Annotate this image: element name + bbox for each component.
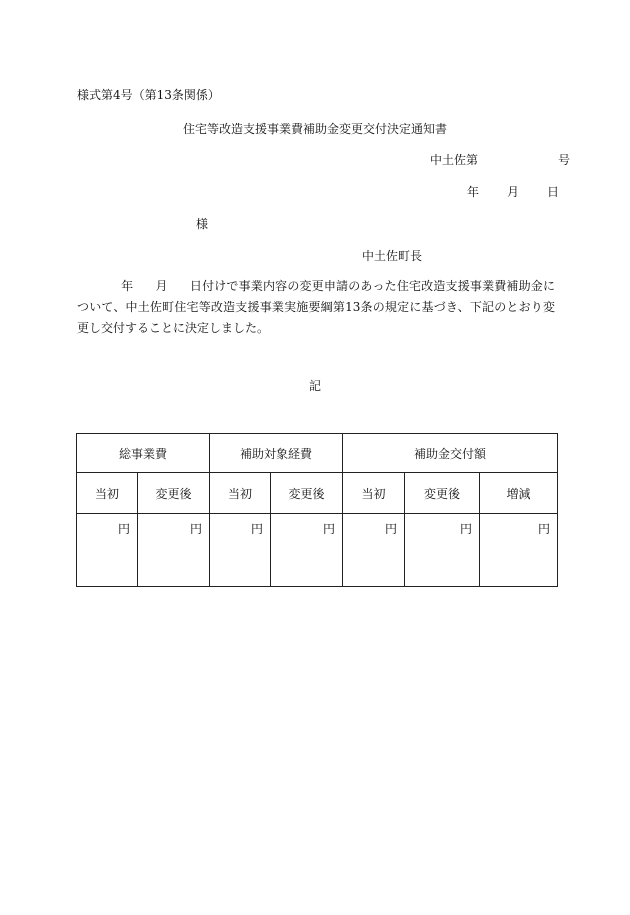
value-cell: 円 — [271, 514, 343, 587]
value-cell: 円 — [480, 514, 558, 587]
document-title: 住宅等改造支援事業費補助金変更交付決定通知書 — [182, 122, 447, 136]
issue-date — [467, 183, 559, 200]
document-number-suffix: 号 — [558, 153, 571, 167]
subsidy-amount-table — [76, 433, 558, 587]
body-main-text: 日付けで事業内容の変更申請のあった住宅改造支援事業費補助金について、中土佐町住宅等改造支援事業実施要綱第13条の規定に基づき、下記のとおり変更し交付することに決定しました。 — [77, 279, 555, 335]
value-cell: 円 — [405, 514, 480, 587]
subheader-cell: 増減 — [480, 473, 558, 514]
document-number-prefix: 中土佐第 — [430, 153, 479, 167]
table-header-row — [77, 434, 558, 473]
value-cell: 円 — [210, 514, 271, 587]
ki-heading: 記 — [308, 379, 321, 393]
subheader-cell: 変更後 — [405, 473, 480, 514]
header-eligible-expenses: 補助対象経費 — [210, 434, 343, 473]
header-total-project-cost: 総事業費 — [77, 434, 210, 473]
subheader-cell: 当初 — [210, 473, 271, 514]
subheader-cell: 変更後 — [138, 473, 210, 514]
form-number: 様式第4号（第13条関係） — [77, 88, 220, 102]
subheader-cell: 変更後 — [271, 473, 343, 514]
subheader-cell: 当初 — [77, 473, 138, 514]
table-value-row — [77, 514, 558, 587]
document-number — [430, 151, 570, 168]
value-cell: 円 — [343, 514, 405, 587]
date-month: 月 — [507, 185, 520, 199]
body-month: 月 — [155, 279, 168, 293]
subheader-cell: 当初 — [343, 473, 405, 514]
body-text — [77, 276, 555, 339]
date-year: 年 — [467, 185, 480, 199]
date-day: 日 — [547, 185, 560, 199]
value-cell: 円 — [77, 514, 138, 587]
sender: 中土佐町長 — [362, 249, 423, 263]
addressee: 様 — [196, 217, 209, 231]
table-subheader-row — [77, 473, 558, 514]
body-year: 年 — [121, 279, 134, 293]
header-subsidy-amount: 補助金交付額 — [343, 434, 558, 473]
value-cell: 円 — [138, 514, 210, 587]
